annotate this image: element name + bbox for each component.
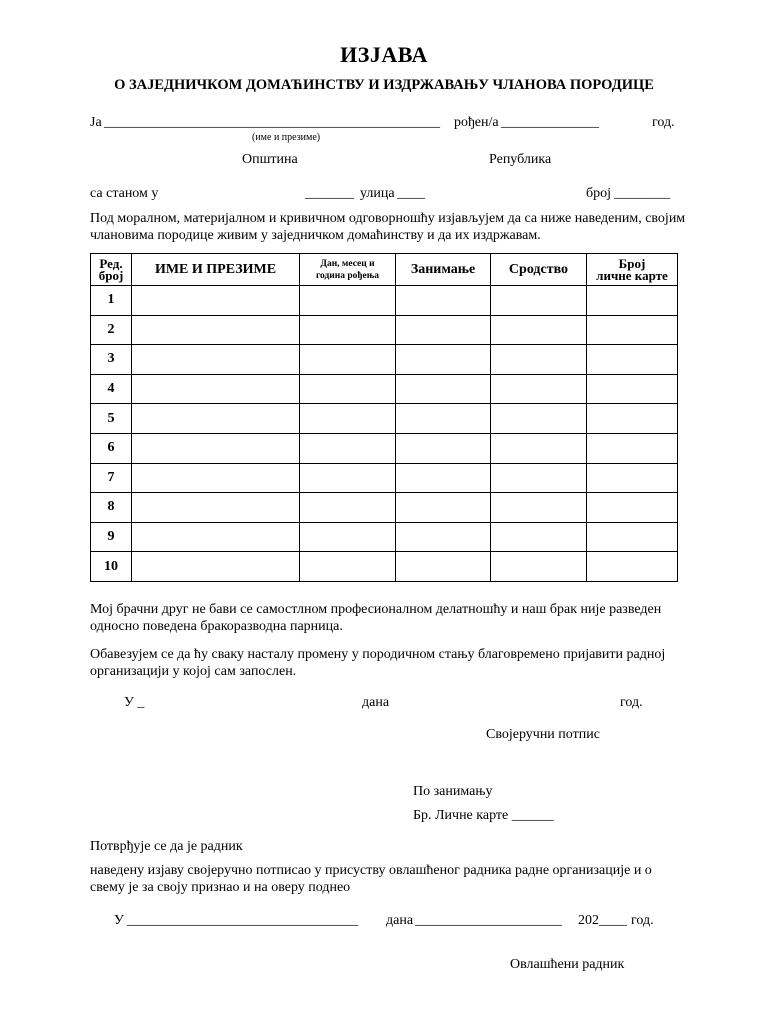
header-id-card: Број личне карте — [587, 254, 678, 286]
number-label: број — [586, 186, 612, 201]
confirm-line: Потврђује се да је радник — [90, 839, 243, 854]
occupation-cell[interactable] — [396, 404, 491, 434]
name-blank[interactable]: ________________________________________________ — [104, 115, 440, 130]
id-card-cell[interactable] — [587, 433, 678, 463]
bottom-day-label: дана — [386, 913, 414, 928]
bottom-place-label: У — [114, 913, 124, 928]
spouse-paragraph: Мој брачни друг не бави се самостлном професионалном делатношћу и наш брак није разведен односно поведена бракоразводна парница. — [90, 602, 662, 634]
dob-cell[interactable] — [300, 522, 396, 552]
relation-cell[interactable] — [491, 433, 587, 463]
street-blank[interactable]: ____ — [397, 186, 425, 201]
dob-cell[interactable] — [300, 345, 396, 375]
authorized-signer-label: Овлашћени радник — [510, 957, 625, 972]
bottom-day-blank[interactable]: _____________________ — [415, 913, 562, 928]
residence-blank[interactable]: _______ — [305, 186, 354, 201]
relation-cell[interactable] — [491, 552, 587, 582]
document-title: ИЗЈАВА — [340, 42, 428, 67]
occupation-cell[interactable] — [396, 552, 491, 582]
row-number: 5 — [91, 404, 132, 434]
occupation-cell[interactable] — [396, 345, 491, 375]
dob-cell[interactable] — [300, 404, 396, 434]
dob-cell[interactable] — [300, 552, 396, 582]
name-cell[interactable] — [132, 493, 300, 523]
republic-label: Република — [489, 152, 552, 167]
document-subtitle: О ЗАЈЕДНИЧКОМ ДОМАЋИНСТВУ И ИЗДРЖАВАЊУ ЧЛАНОВА ПОРОДИЦЕ — [114, 77, 654, 93]
relation-cell[interactable] — [491, 315, 587, 345]
date-day-label: дана — [362, 695, 390, 710]
occupation-cell[interactable] — [396, 374, 491, 404]
obligation-paragraph: Обавезујем се да ћу сваку насталу промену у породичном стању благовремено пријавити радној организацији у којој сам запослен. — [90, 647, 666, 679]
relation-cell[interactable] — [491, 345, 587, 375]
table-row — [91, 493, 678, 523]
occupation-cell[interactable] — [396, 286, 491, 316]
bottom-year-label: год. — [631, 913, 654, 928]
occupation-label: По занимању — [413, 784, 493, 799]
table-row — [91, 522, 678, 552]
row-number: 9 — [91, 522, 132, 552]
name-cell[interactable] — [132, 374, 300, 404]
table-row — [91, 345, 678, 375]
id-card-label: Бр. Личне карте ______ — [413, 808, 554, 823]
row-number: 2 — [91, 315, 132, 345]
header-num: Ред. број — [91, 254, 132, 286]
relation-cell[interactable] — [491, 522, 587, 552]
dob-cell[interactable] — [300, 315, 396, 345]
born-label: рођен/а — [454, 115, 499, 130]
name-cell[interactable] — [132, 286, 300, 316]
date-place-label: У _ — [124, 695, 145, 710]
dob-cell[interactable] — [300, 433, 396, 463]
relation-cell[interactable] — [491, 286, 587, 316]
id-card-cell[interactable] — [587, 404, 678, 434]
bottom-year-blank[interactable]: 202____ — [578, 913, 627, 928]
occupation-cell[interactable] — [396, 433, 491, 463]
name-cell[interactable] — [132, 345, 300, 375]
occupation-cell[interactable] — [396, 315, 491, 345]
row-number: 6 — [91, 433, 132, 463]
table-row — [91, 552, 678, 582]
ja-label: Ја — [90, 115, 102, 130]
residence-label: са станом у — [90, 186, 159, 201]
name-cell[interactable] — [132, 552, 300, 582]
id-card-cell[interactable] — [587, 522, 678, 552]
header-occupation: Занимање — [396, 254, 491, 286]
header-dob: Дан, месец и година рођења — [300, 254, 396, 286]
confirm-paragraph: наведену изјаву својеручно потписао у присуству овлашћеног радника радне организације и о свему је за своју признао и на оверу поднео — [90, 863, 652, 895]
name-cell[interactable] — [132, 433, 300, 463]
header-name: ИМЕ И ПРЕЗИМЕ — [132, 254, 300, 286]
name-hint: (име и презиме) — [252, 132, 321, 143]
table-header-row — [91, 254, 678, 286]
signature-label: Својеручни потпис — [486, 727, 600, 742]
dob-cell[interactable] — [300, 286, 396, 316]
occupation-cell[interactable] — [396, 522, 491, 552]
id-card-cell[interactable] — [587, 345, 678, 375]
row-number: 8 — [91, 493, 132, 523]
row-number: 10 — [91, 552, 132, 582]
row-number: 3 — [91, 345, 132, 375]
row-number: 1 — [91, 286, 132, 316]
table-row — [91, 286, 678, 316]
relation-cell[interactable] — [491, 463, 587, 493]
relation-cell[interactable] — [491, 374, 587, 404]
header-relation: Сродство — [491, 254, 587, 286]
year-suffix: год. — [652, 115, 675, 130]
intro-paragraph: Под моралном, материјалном и кривичном одговорношћу изјављујем да са ниже наведеним, својим члановима породице живим у заједничком домаћинству и да их издржавам. — [90, 211, 686, 243]
table-row — [91, 315, 678, 345]
table-row — [91, 374, 678, 404]
dob-cell[interactable] — [300, 463, 396, 493]
relation-cell[interactable] — [491, 493, 587, 523]
family-members-table — [90, 253, 678, 582]
row-number: 7 — [91, 463, 132, 493]
row-number: 4 — [91, 374, 132, 404]
street-label: улица — [360, 186, 395, 201]
birth-year-blank[interactable]: ______________ — [501, 115, 599, 130]
number-blank[interactable]: ________ — [614, 186, 670, 201]
dob-cell[interactable] — [300, 493, 396, 523]
id-card-cell[interactable] — [587, 374, 678, 404]
name-cell[interactable] — [132, 522, 300, 552]
name-cell[interactable] — [132, 315, 300, 345]
id-card-cell[interactable] — [587, 463, 678, 493]
id-card-cell[interactable] — [587, 552, 678, 582]
id-card-cell[interactable] — [587, 315, 678, 345]
relation-cell[interactable] — [491, 404, 587, 434]
table-row — [91, 404, 678, 434]
date-year-label: год. — [620, 695, 643, 710]
dob-cell[interactable] — [300, 374, 396, 404]
bottom-place-blank[interactable]: _________________________________ — [127, 913, 358, 928]
municipality-label: Општина — [242, 152, 298, 167]
occupation-cell[interactable] — [396, 463, 491, 493]
name-cell[interactable] — [132, 463, 300, 493]
id-card-cell[interactable] — [587, 286, 678, 316]
table-row — [91, 463, 678, 493]
table-row — [91, 433, 678, 463]
occupation-cell[interactable] — [396, 493, 491, 523]
name-cell[interactable] — [132, 404, 300, 434]
id-card-cell[interactable] — [587, 493, 678, 523]
